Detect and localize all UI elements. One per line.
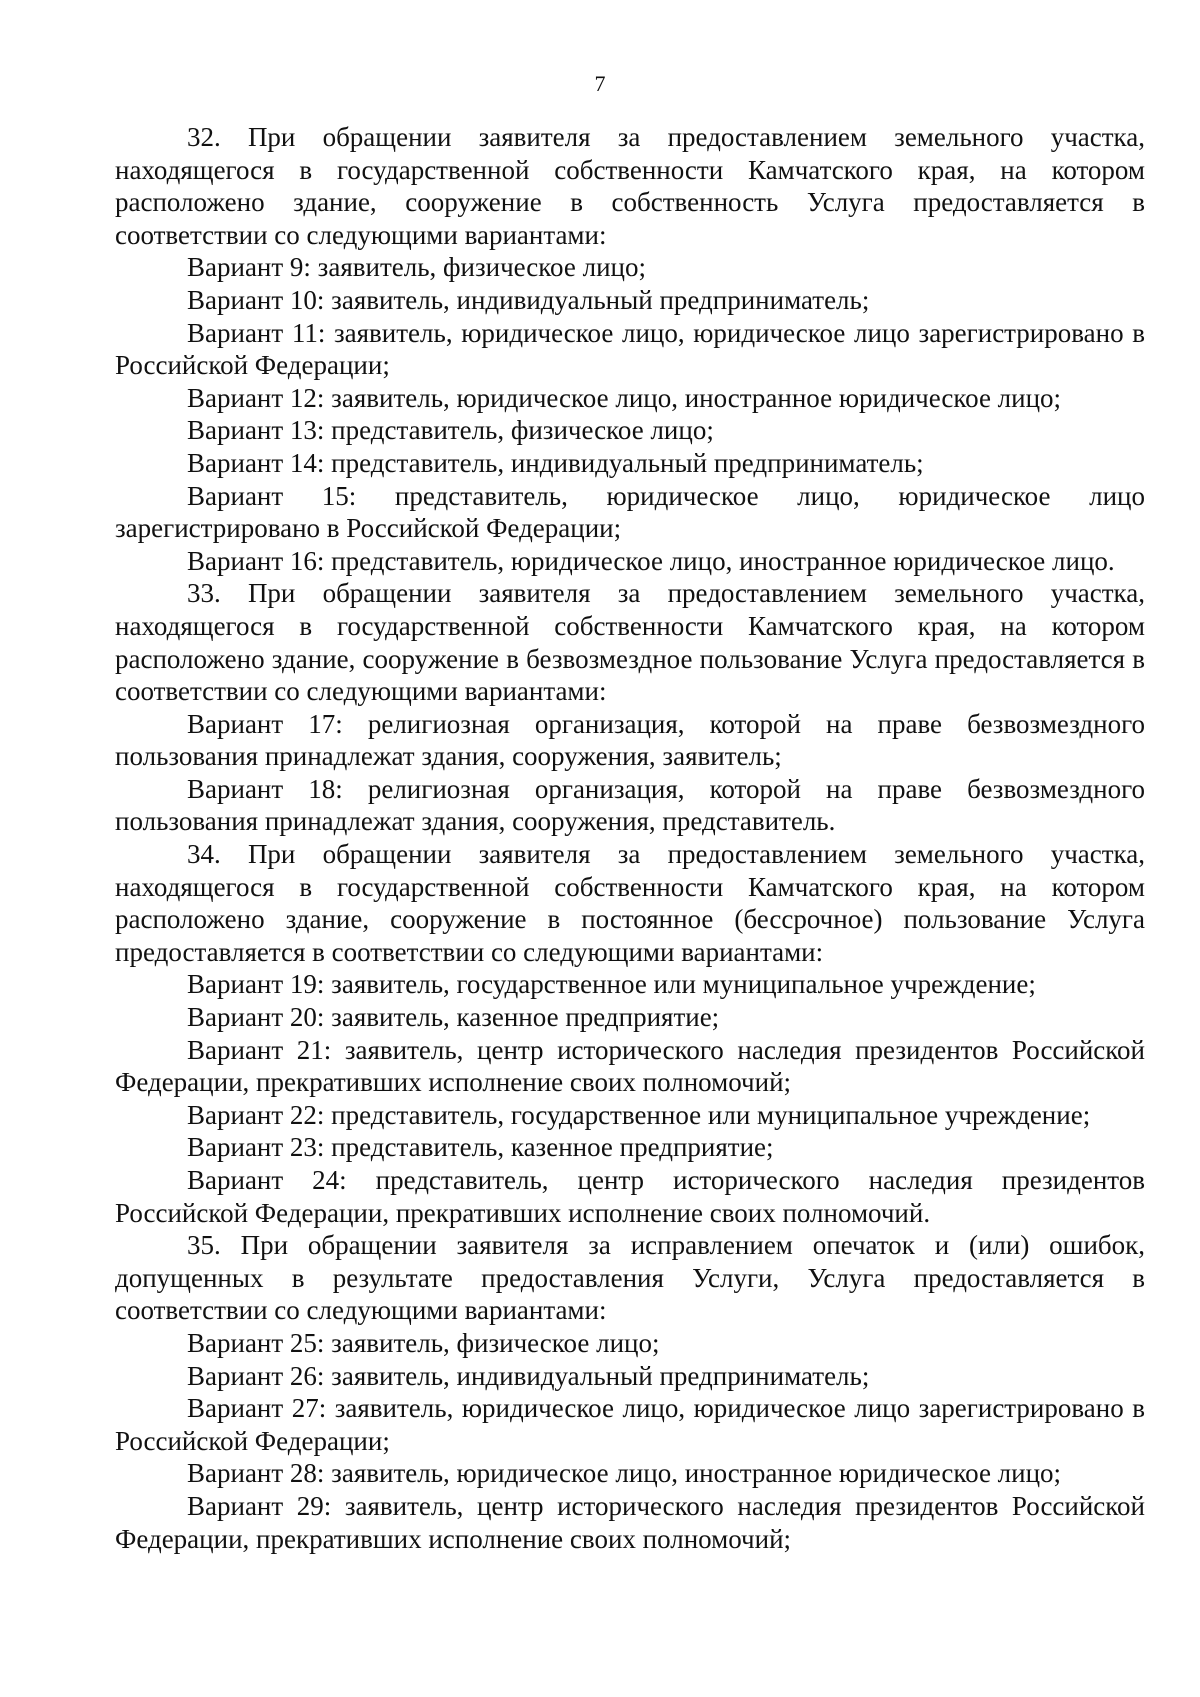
- paragraph-34: 34. При обращении заявителя за предоставлением земельного участка, находящегося в государственной собственности Камчатского края, на котором расположено здание, сооружение в постоянное (бессрочное) пользование Услуга предоставляется в соответствии со следующими вариантами:: [115, 839, 1145, 967]
- paragraph-35: 35. При обращении заявителя за исправлением опечаток и (или) ошибок, допущенных в результате предоставления Услуги, Услуга предоставляется в соответствии со следующими вариантами:: [115, 1230, 1145, 1326]
- variant-20: Вариант 20: заявитель, казенное предприятие;: [187, 1002, 720, 1033]
- variant-19: Вариант 19: заявитель, государственное или муниципальное учреждение;: [187, 969, 1036, 1000]
- variant-25: Вариант 25: заявитель, физическое лицо;: [187, 1327, 660, 1358]
- variant-23: Вариант 23: представитель, казенное предприятие;: [187, 1132, 774, 1163]
- variant-17: Вариант 17: религиозная организация, которой на праве безвозмездного пользования принадлежат здания, сооружения, заявитель;: [115, 708, 1145, 772]
- paragraph-33: 33. При обращении заявителя за предоставлением земельного участка, находящегося в государственной собственности Камчатского края, на котором расположено здание, сооружение в безвозмездное пользование Услуга предоставляется в соответствии со следующими вариантами:: [115, 578, 1145, 707]
- variant-27: Вариант 27: заявитель, юридическое лицо, юридическое лицо зарегистрировано в Российской Федерации;: [115, 1393, 1145, 1456]
- variant-9: Вариант 9: заявитель, физическое лицо;: [187, 252, 646, 283]
- variant-14: Вариант 14: представитель, индивидуальный предприниматель;: [187, 447, 924, 478]
- variant-24: Вариант 24: представитель, центр исторического наследия президентов Российской Федерации, прекративших исполнение своих полномочий.: [115, 1165, 1145, 1228]
- variant-29: Вариант 29: заявитель, центр исторического наследия президентов Российской Федерации, прекративших исполнение своих полномочий;: [115, 1490, 1145, 1554]
- variant-28: Вариант 28: заявитель, юридическое лицо, иностранное юридическое лицо;: [187, 1458, 1062, 1489]
- paragraph-32: 32. При обращении заявителя за предоставлением земельного участка, находящегося в государственной собственности Камчатского края, на котором расположено здание, сооружение в собственность Услуга предоставляется в соответствии со следующими вариантами:: [115, 122, 1145, 250]
- variant-15: Вариант 15: представитель, юридическое лицо, юридическое лицо зарегистрировано в Российской Федерации;: [115, 480, 1145, 544]
- variant-21: Вариант 21: заявитель, центр исторического наследия президентов Российской Федерации, прекративших исполнение своих полномочий;: [115, 1034, 1145, 1098]
- variant-13: Вариант 13: представитель, физическое лицо;: [187, 415, 714, 446]
- variant-22: Вариант 22: представитель, государственное или муниципальное учреждение;: [187, 1099, 1091, 1130]
- document-body: [115, 121, 1145, 1555]
- variant-12: Вариант 12: заявитель, юридическое лицо, иностранное юридическое лицо;: [187, 382, 1062, 413]
- variant-18: Вариант 18: религиозная организация, которой на праве безвозмездного пользования принадлежат здания, сооружения, представитель.: [115, 773, 1145, 837]
- variant-16: Вариант 16: представитель, юридическое лицо, иностранное юридическое лицо.: [187, 545, 1115, 576]
- variant-26: Вариант 26: заявитель, индивидуальный предприниматель;: [187, 1360, 870, 1391]
- variant-11: Вариант 11: заявитель, юридическое лицо, юридическое лицо зарегистрировано в Российской Федерации;: [115, 317, 1145, 381]
- variant-10: Вариант 10: заявитель, индивидуальный предприниматель;: [187, 284, 870, 315]
- page-number: 7: [594, 71, 606, 96]
